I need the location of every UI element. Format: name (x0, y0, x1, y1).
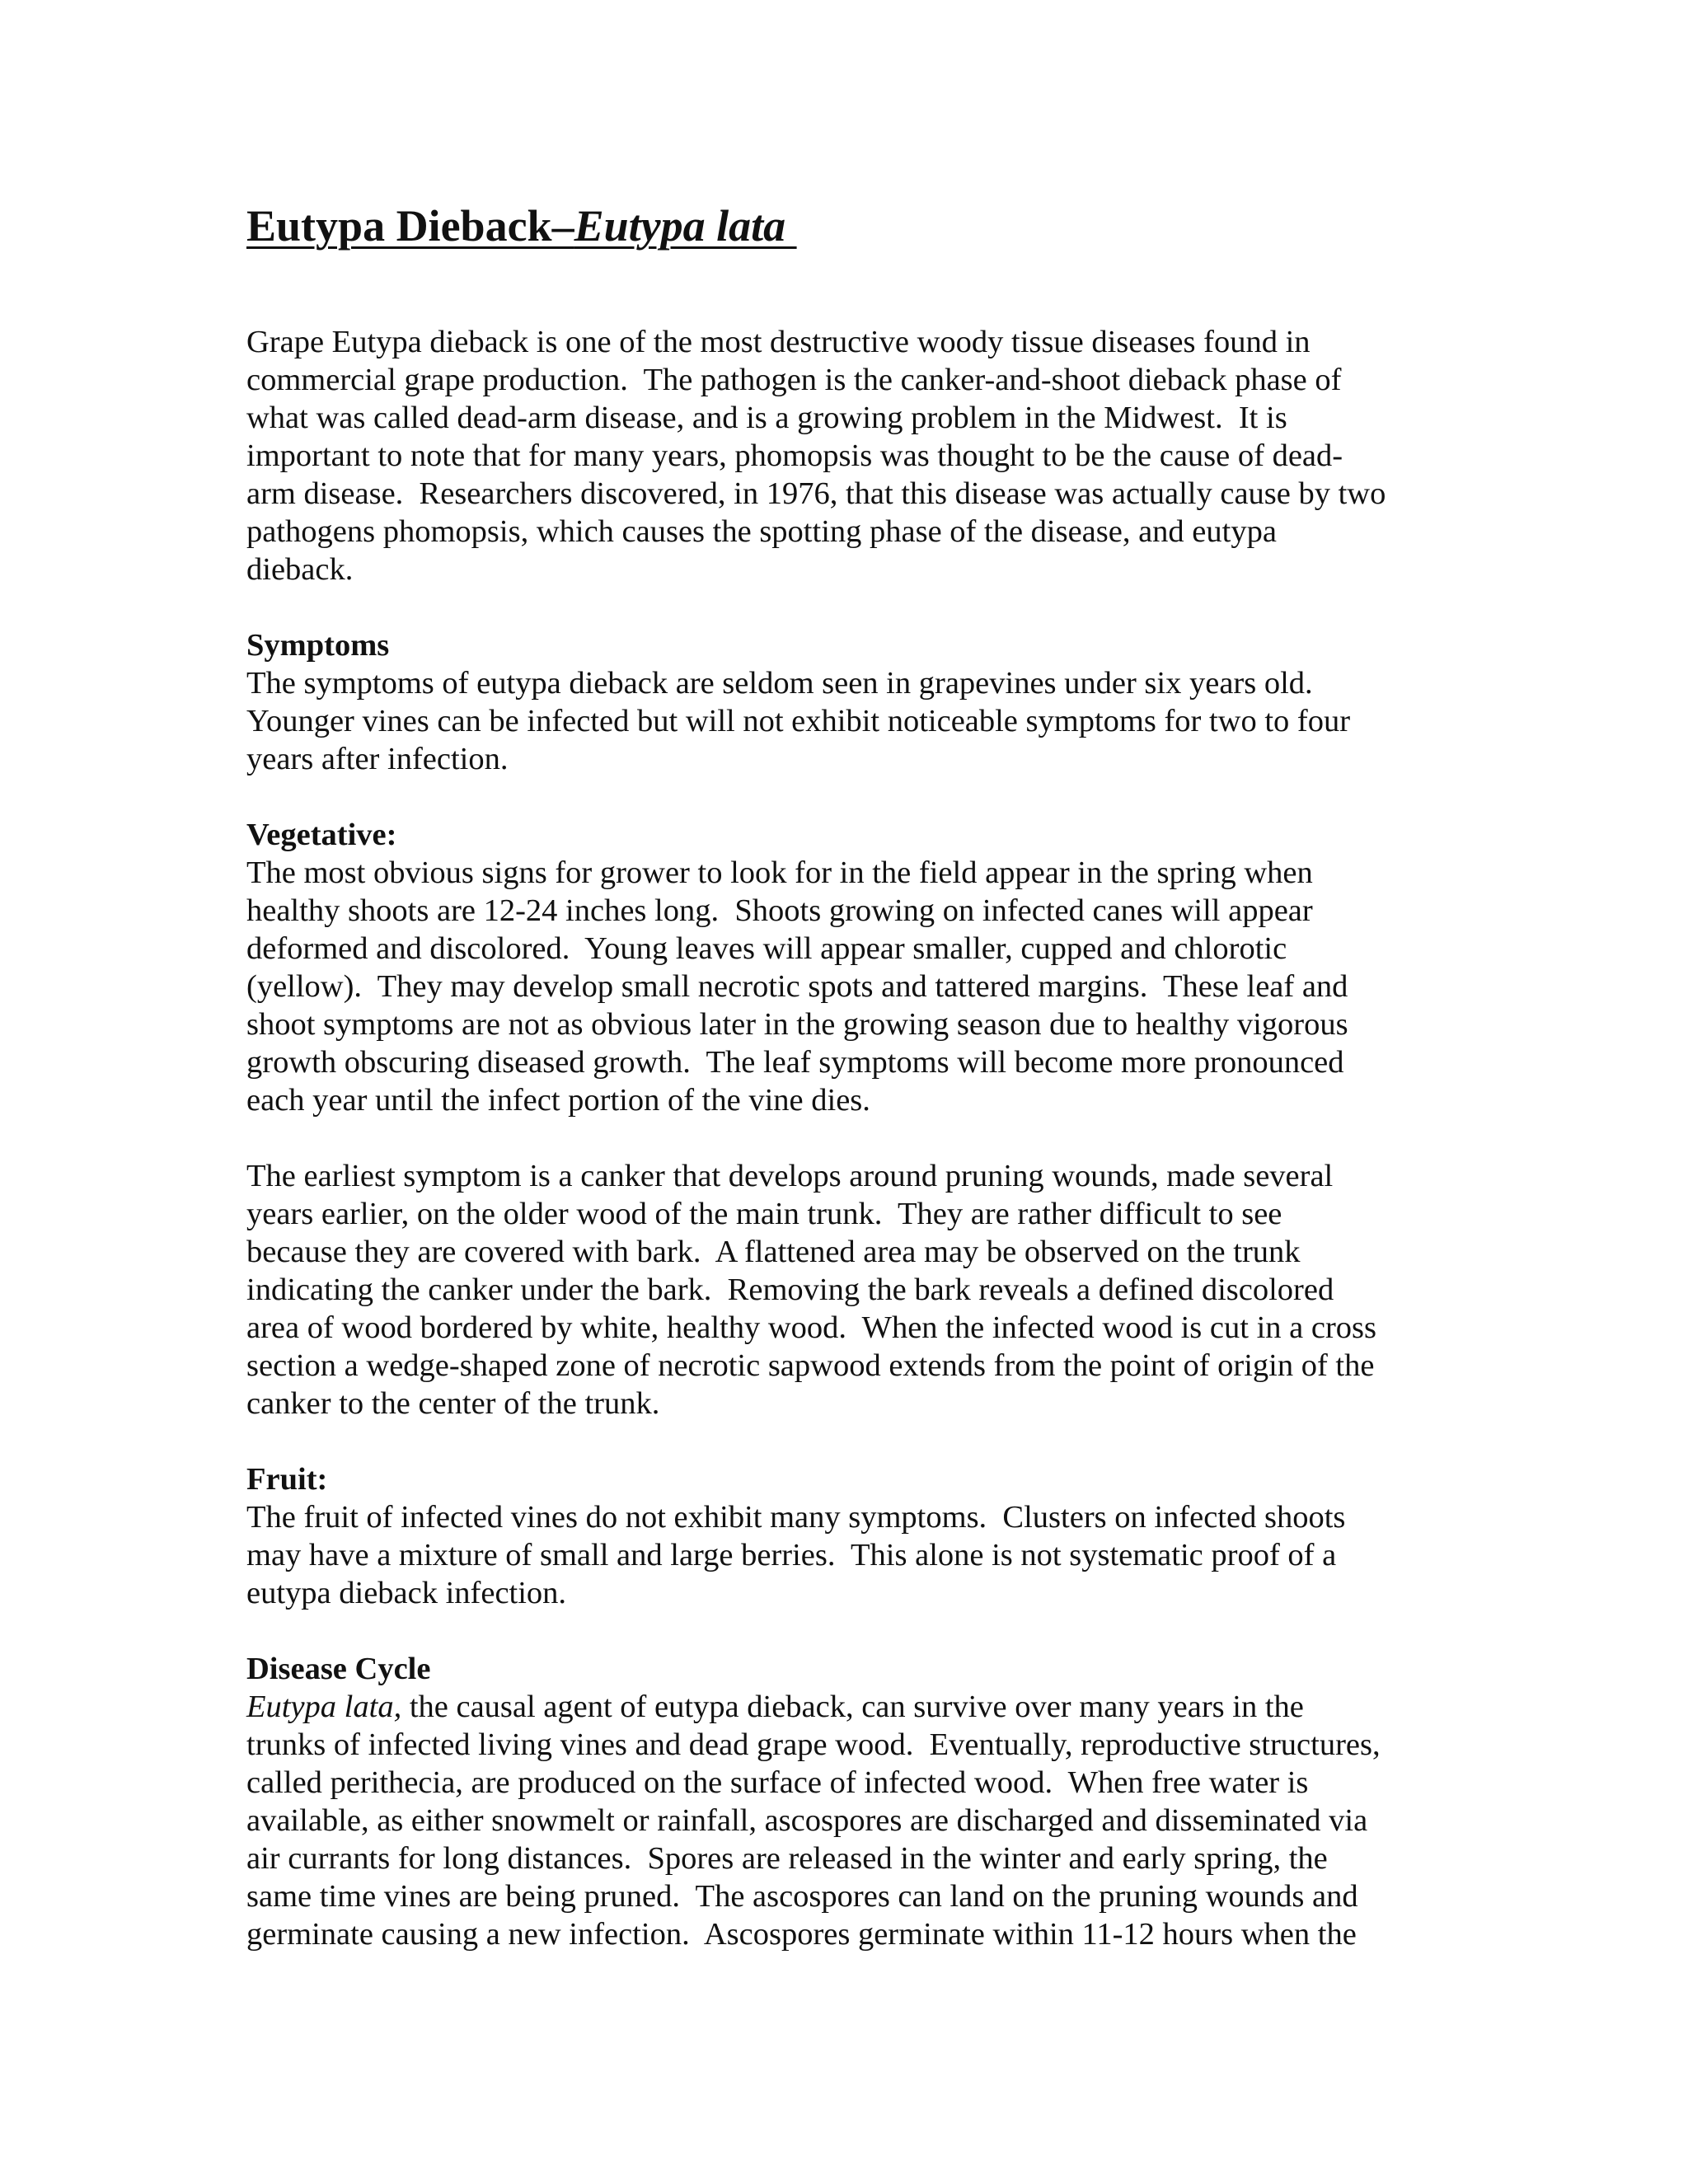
text-line: available, as either snowmelt or rainfall, ascospores are discharged and disseminated via (246, 1803, 1368, 1838)
text-line: same time vines are being pruned. The ascospores can land on the pruning wounds and (246, 1879, 1358, 1914)
text-line: shoot symptoms are not as obvious later in the growing season due to healthy vigorous (246, 1007, 1348, 1042)
text-line: indicating the canker under the bark. Removing the bark reveals a defined discolored (246, 1272, 1334, 1307)
text-line: each year until the infect portion of the vine dies. (246, 1083, 870, 1118)
text-line: canker to the center of the trunk. (246, 1386, 660, 1421)
text-line: pathogens phomopsis, which causes the spotting phase of the disease, and eutypa (246, 514, 1277, 549)
vegetative-section (246, 816, 1450, 1119)
text-line: The earliest symptom is a canker that develops around pruning wounds, made several (246, 1159, 1334, 1193)
text-line: trunks of infected living vines and dead grape wood. Eventually, reproductive structures, (246, 1727, 1381, 1762)
text-line: because they are covered with bark. A flattened area may be observed on the trunk (246, 1235, 1301, 1269)
scientific-name: Eutypa lata, (246, 1690, 402, 1724)
text-run: the causal agent of eutypa dieback, can survive over many years in the (401, 1690, 1304, 1724)
text-line: area of wood bordered by white, healthy wood. When the infected wood is cut in a cross (246, 1310, 1376, 1345)
text-line: The symptoms of eutypa dieback are seldom seen in grapevines under six years old. (246, 666, 1313, 701)
title-main: Eutypa Dieback– (246, 201, 574, 251)
text-line: section a wedge-shaped zone of necrotic sapwood extends from the point of origin of the (246, 1348, 1375, 1383)
disease-cycle-heading: Disease Cycle (246, 1652, 431, 1686)
text-line: The fruit of infected vines do not exhibit many symptoms. Clusters on infected shoots (246, 1500, 1346, 1535)
text-line: called perithecia, are produced on the surface of infected wood. When free water is (246, 1765, 1309, 1800)
text-line: years after infection. (246, 742, 509, 776)
text-line: what was called dead-arm disease, and is a growing problem in the Midwest. It is (246, 401, 1287, 435)
text-line: (yellow). They may develop small necrotic spots and tattered margins. These leaf and (246, 969, 1348, 1004)
text-line: important to note that for many years, phomopsis was thought to be the cause of dead- (246, 438, 1343, 473)
text-line: air currants for long distances. Spores are released in the winter and early spring, the (246, 1841, 1328, 1876)
disease-cycle-section (246, 1650, 1450, 1953)
text-line: years earlier, on the older wood of the main trunk. They are rather difficult to see (246, 1197, 1282, 1231)
text-line: arm disease. Researchers discovered, in 1976, that this disease was actually cause by two (246, 476, 1386, 511)
intro-paragraph (246, 323, 1450, 588)
text-line: dieback. (246, 552, 354, 587)
vegetative-heading: Vegetative: (246, 818, 397, 852)
document-page (246, 191, 1450, 1953)
symptoms-heading: Symptoms (246, 628, 390, 663)
text-line: Grape Eutypa dieback is one of the most destructive woody tissue diseases found in (246, 325, 1311, 359)
fruit-heading: Fruit: (246, 1462, 328, 1497)
text-line: deformed and discolored. Young leaves will appear smaller, cupped and chlorotic (246, 931, 1287, 966)
text-line: healthy shoots are 12-24 inches long. Shoots growing on infected canes will appear (246, 893, 1313, 928)
text-line: The most obvious signs for grower to look for in the field appear in the spring when (246, 855, 1313, 890)
canker-paragraph (246, 1157, 1450, 1422)
text-line: Younger vines can be infected but will not exhibit noticeable symptoms for two to four (246, 704, 1351, 738)
fruit-section (246, 1460, 1450, 1612)
page-title (246, 191, 1450, 260)
text-line: growth obscuring diseased growth. The leaf symptoms will become more pronounced (246, 1045, 1344, 1080)
title-italic: Eutypa lata (574, 201, 797, 251)
text-line: commercial grape production. The pathogen is the canker-and-shoot dieback phase of (246, 363, 1342, 397)
text-line: germinate causing a new infection. Ascospores germinate within 11-12 hours when the (246, 1917, 1357, 1952)
text-line (246, 1688, 1450, 1726)
text-line: eutypa dieback infection. (246, 1576, 567, 1610)
symptoms-section (246, 626, 1450, 778)
text-line: may have a mixture of small and large berries. This alone is not systematic proof of a (246, 1538, 1337, 1572)
